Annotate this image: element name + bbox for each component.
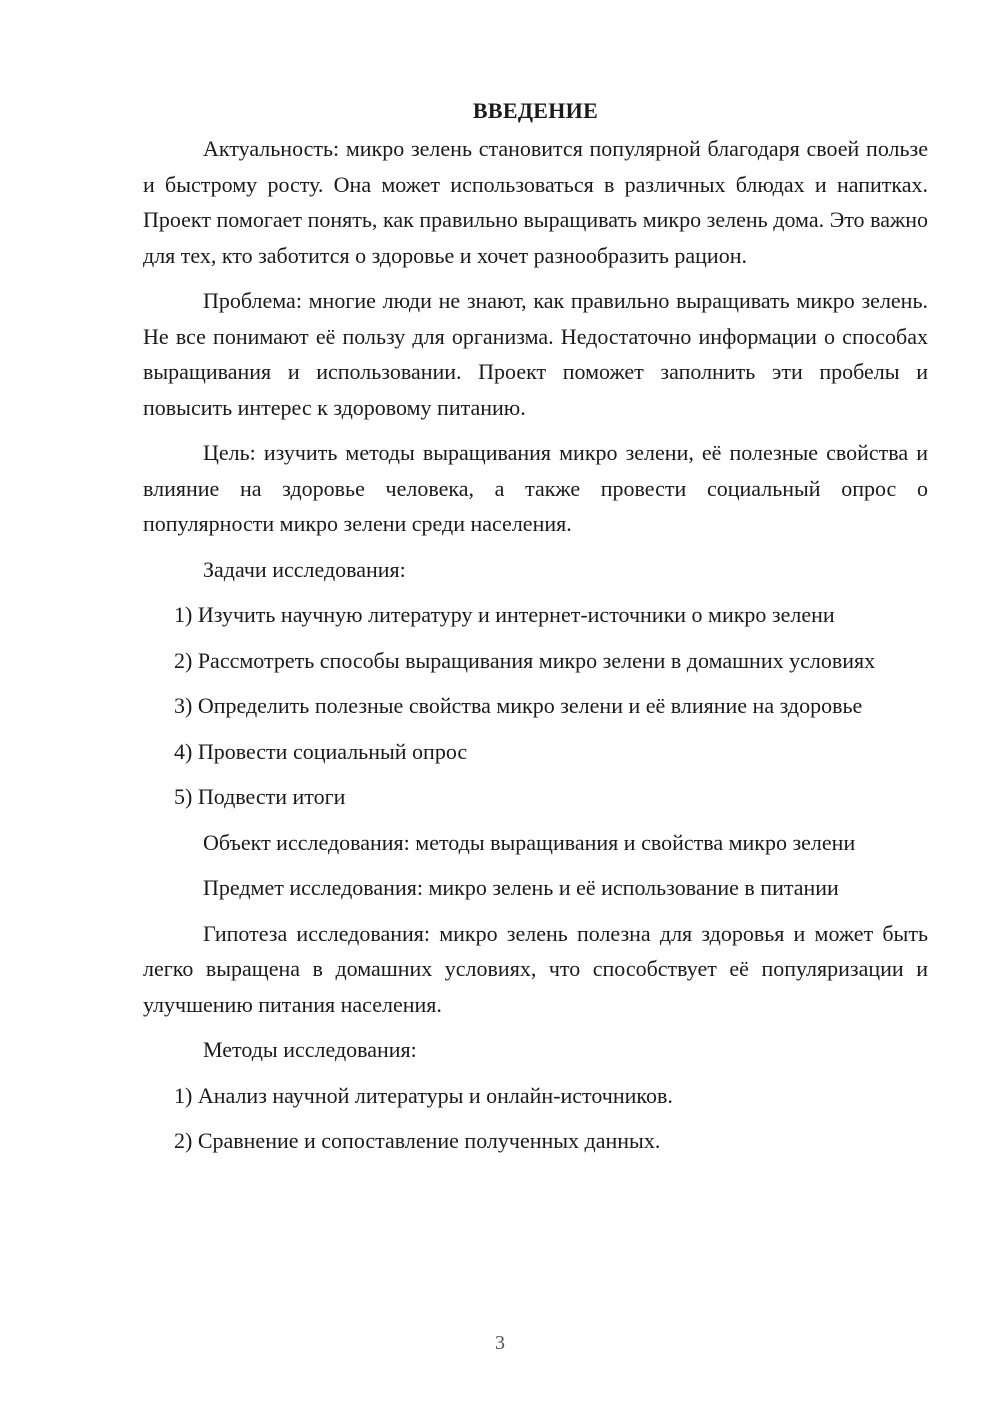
task-item: 3) Определить полезные свойства микро зелени и её влияние на здоровье <box>174 693 863 718</box>
methods-heading: Методы исследования: <box>203 1037 417 1062</box>
page-title: ВВЕДЕНИЕ <box>472 98 599 123</box>
task-item: 5) Подвести итоги <box>174 784 346 809</box>
subject-paragraph: Предмет исследования: микро зелень и её использование в питании <box>203 875 839 900</box>
goal-paragraph: Цель: изучить методы выращивания микро зелени, её полезные свойства и влияние на здоровье человека, а также провести социальный опрос о популярности микро зелени среди населения. <box>143 440 928 536</box>
object-paragraph: Объект исследования: методы выращивания и свойства микро зелени <box>203 829 856 855</box>
method-item: 1) Анализ научной литературы и онлайн-источников. <box>174 1082 673 1108</box>
task-item: 4) Провести социальный опрос <box>174 738 468 764</box>
document-page <box>143 96 928 1159</box>
hypothesis-paragraph: Гипотеза исследования: микро зелень полезна для здоровья и может быть легко выращена в домашних условиях, что способствует её популяризации и улучшению питания населения. <box>143 920 928 1017</box>
page-number: 3 <box>495 1332 505 1354</box>
task-item: 1) Изучить научную литературу и интернет-источники о микро зелени <box>174 602 835 627</box>
method-item: 2) Сравнение и сопоставление полученных данных. <box>174 1128 661 1153</box>
relevance-paragraph: Актуальность: микро зелень становится популярной благодаря своей пользе и быстрому росту. Она может использоваться в различных блюдах и напитках. Проект помогает понять, как правильно выращивать микро зелень дома. Это важно для тех, кто заботится о здоровье и хочет разнообразить рацион. <box>143 136 928 268</box>
tasks-heading: Задачи исследования: <box>203 556 406 582</box>
problem-paragraph: Проблема: многие люди не знают, как правильно выращивать микро зелень. Не все понимают её пользу для организма. Недостаточно информации о способах выращивания и использовании. Проект поможет заполнить эти пробелы и повысить интерес к здоровому питанию. <box>143 288 928 420</box>
task-item: 2) Рассмотреть способы выращивания микро зелени в домашних условиях <box>174 647 876 673</box>
